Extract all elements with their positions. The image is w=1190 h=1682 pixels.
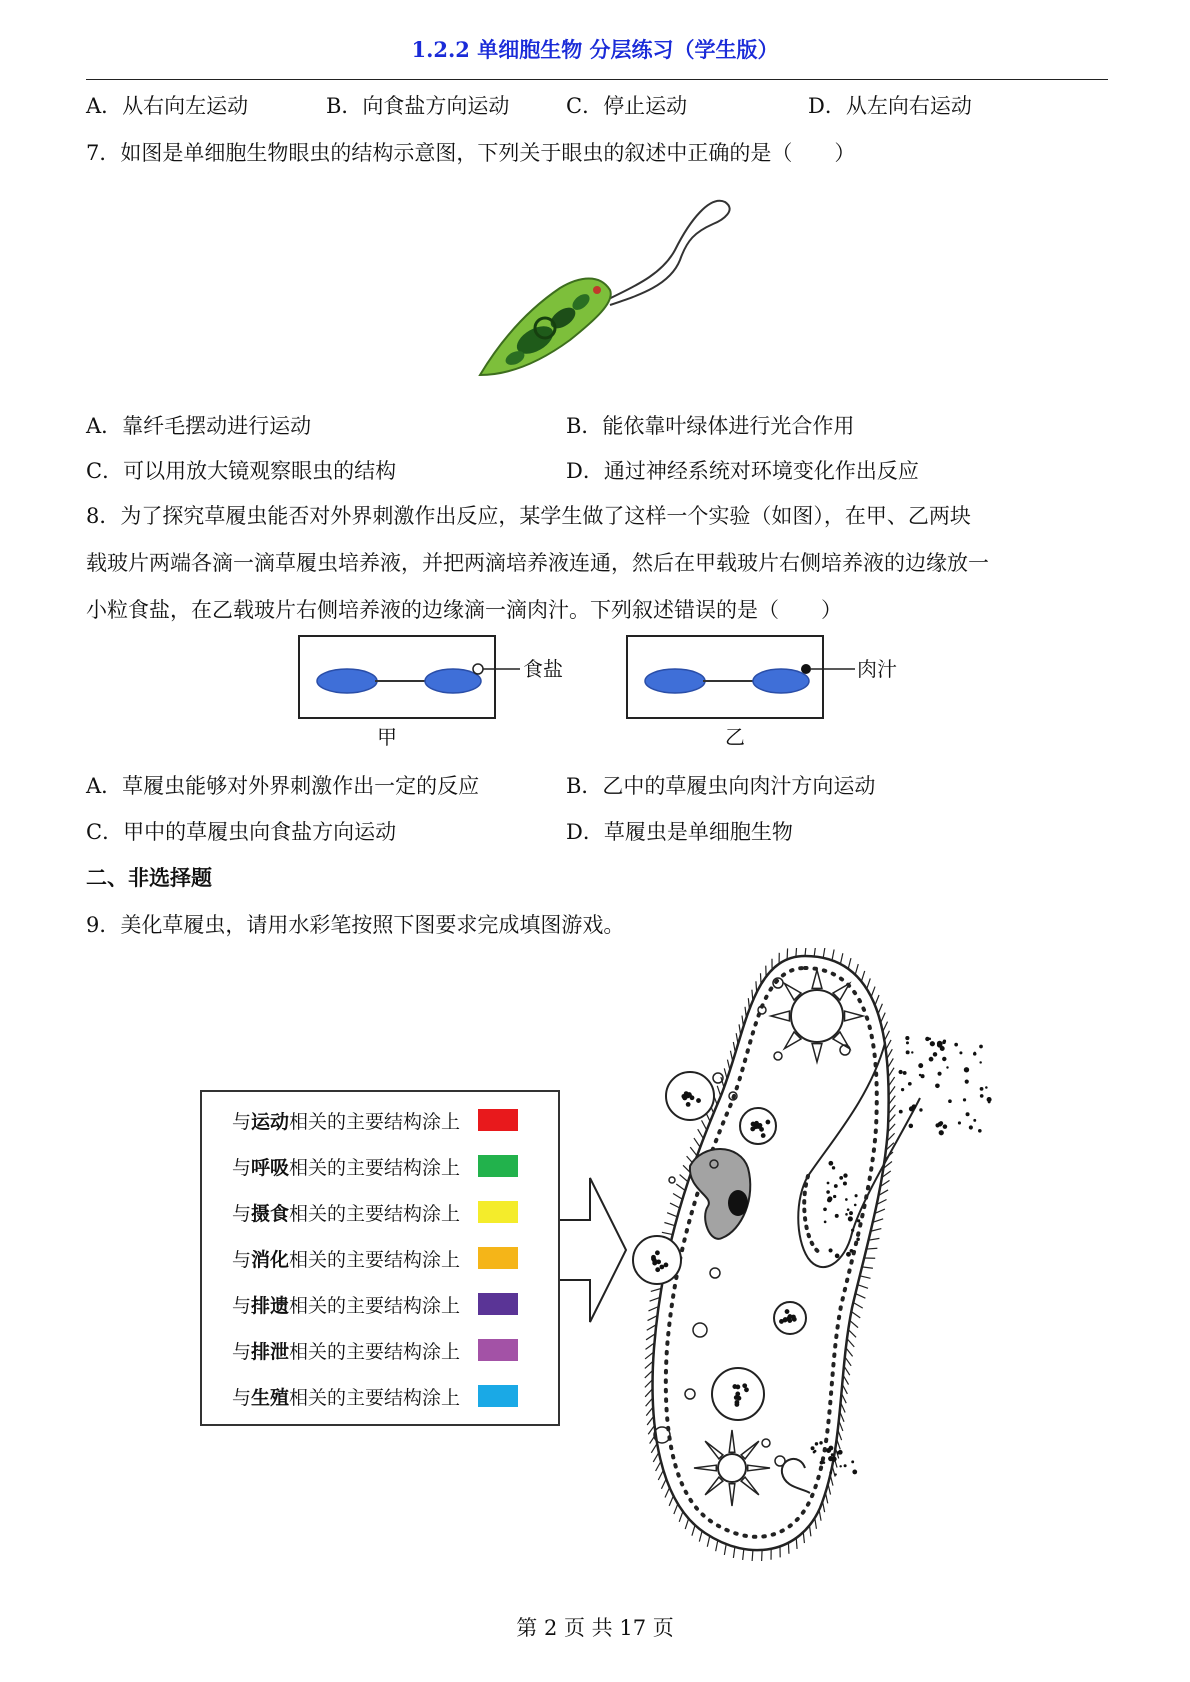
salt-grain: [473, 664, 483, 674]
legend-label: 与呼吸相关的主要结构涂上: [232, 1156, 461, 1179]
q7-option-c: C．可以用放大镜观察眼虫的结构: [86, 459, 397, 483]
broth-label: 肉汁: [857, 657, 897, 681]
q9-stem: 9．美化草履虫，请用水彩笔按照下图要求完成填图游戏。: [86, 913, 625, 937]
food-vacuole: [633, 1236, 681, 1284]
page-footer: 第 2 页 共 17 页: [516, 1616, 674, 1640]
legend-label: 与消化相关的主要结构涂上: [232, 1248, 461, 1271]
color-legend-box: [200, 1090, 560, 1426]
legend-key-word: 排遗: [251, 1294, 290, 1317]
color-swatch: [478, 1247, 518, 1269]
legend-row: [232, 1382, 518, 1410]
q6-option-a: A．从右向左运动: [86, 94, 249, 118]
legend-key-word: 运动: [251, 1110, 290, 1133]
slides-figure: [295, 632, 915, 762]
legend-label: 与排泄相关的主要结构涂上: [232, 1340, 461, 1363]
q8-stem-line-2: 载玻片两端各滴一滴草履虫培养液，并把两滴培养液连通，然后在甲载玻片右侧培养液的边缘放一: [86, 551, 989, 575]
broth-drop: [801, 664, 811, 674]
paramecium-diagram: [630, 948, 1000, 1568]
q7-option-a: A．靠纤毛摆动进行运动: [86, 414, 312, 438]
food-vacuole: [774, 1302, 806, 1334]
food-vacuole: [712, 1368, 764, 1420]
culture-drop: [645, 669, 705, 693]
color-swatch: [478, 1293, 518, 1315]
page-header-title: 1.2.2 单细胞生物 分层练习（学生版）: [411, 37, 779, 62]
q8-option-b: B．乙中的草履虫向肉汁方向运动: [566, 774, 876, 798]
header-divider: [86, 79, 1108, 80]
color-swatch: [478, 1339, 518, 1361]
q8-stem-line-1: 8．为了探究草履虫能否对外界刺激作出反应，某学生做了这样一个实验（如图），在甲、乙两块: [86, 504, 971, 528]
slide-yi-caption: 乙: [725, 725, 745, 749]
contractile-vacuole-lower: [694, 1430, 770, 1506]
q8-option-a: A．草履虫能够对外界刺激作出一定的反应: [86, 774, 480, 798]
legend-row: [232, 1152, 518, 1180]
q8-stem-line-3: 小粒食盐，在乙载玻片右侧培养液的边缘滴一滴肉汁。下列叙述错误的是（ ）: [86, 598, 842, 622]
euglena-image: [475, 190, 745, 385]
legend-row: [232, 1198, 518, 1226]
section-2-title: 二、非选择题: [86, 865, 212, 890]
color-swatch: [478, 1201, 518, 1223]
legend-key-word: 生殖: [251, 1386, 290, 1409]
q6-option-d: D．从左向右运动: [808, 94, 972, 118]
legend-key-word: 排泄: [251, 1340, 290, 1363]
legend-key-word: 呼吸: [251, 1156, 290, 1179]
legend-row: [232, 1290, 518, 1318]
micronucleus: [728, 1190, 748, 1216]
legend-label: 与摄食相关的主要结构涂上: [232, 1202, 461, 1225]
culture-drop: [753, 669, 809, 693]
legend-arrow: [558, 1170, 630, 1330]
culture-drop: [425, 669, 481, 693]
legend-row: [232, 1244, 518, 1272]
legend-label: 与运动相关的主要结构涂上: [232, 1110, 461, 1133]
legend-row: [232, 1336, 518, 1364]
legend-label: 与生殖相关的主要结构涂上: [232, 1386, 461, 1409]
color-swatch: [478, 1155, 518, 1177]
salt-label: 食盐: [523, 657, 563, 681]
q7-option-b: B．能依靠叶绿体进行光合作用: [566, 414, 855, 438]
q8-option-d: D．草履虫是单细胞生物: [566, 820, 793, 844]
q8-option-c: C．甲中的草履虫向食盐方向运动: [86, 820, 397, 844]
culture-drop: [317, 669, 377, 693]
q6-option-b: B．向食盐方向运动: [326, 94, 510, 118]
food-vacuole: [666, 1072, 714, 1120]
flagellum: [603, 201, 730, 305]
q6-option-c: C．停止运动: [566, 94, 688, 118]
color-swatch: [478, 1109, 518, 1131]
q7-option-d: D．通过神经系统对环境变化作出反应: [566, 459, 919, 483]
legend-label: 与排遗相关的主要结构涂上: [232, 1294, 461, 1317]
legend-key-word: 摄食: [251, 1202, 290, 1225]
eyespot: [593, 286, 601, 294]
legend-key-word: 消化: [251, 1248, 290, 1271]
color-swatch: [478, 1385, 518, 1407]
legend-row: [232, 1106, 518, 1134]
food-vacuole: [740, 1108, 776, 1144]
slide-jia-caption: 甲: [377, 725, 397, 749]
q7-stem: 7．如图是单细胞生物眼虫的结构示意图，下列关于眼虫的叙述中正确的是（ ）: [86, 141, 856, 165]
